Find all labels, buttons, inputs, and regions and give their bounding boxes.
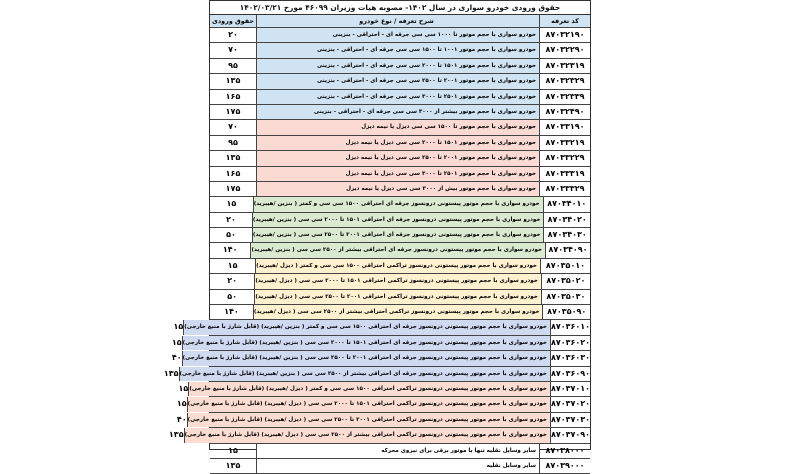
description-cell: خودرو سواری با حجم موتور پیستونی درونسوز تراکمی احتراقی ۱۵۰۰ سی سی و کمتر ( دیزل /هیبرید) (قابل شارژ با منبع خارجی)	[188, 382, 550, 396]
tariff-code-cell: ۸۷۰۳۲۱۹۰	[539, 28, 590, 42]
description-cell: خودرو سواری با حجم موتور ۲۵۰۱ تا ۳۰۰۰ سی سی جرقه ای - احتراقی - بنزینی	[256, 90, 539, 104]
description-cell: خودرو سواری با حجم موتور پیستونی درونسوز تراکمی احتراقی ۱۵۰۰ سی سی و کمتر ( دیزل /هیبرید)	[255, 259, 540, 273]
tariff-code-cell: ۸۷۰۳۲۴۹۰	[539, 105, 590, 119]
table-row	[210, 305, 590, 320]
tariff-code-cell: ۸۷۰۳۵۰۳۰	[541, 290, 590, 304]
duty-cell: ۱۳۵	[225, 460, 241, 470]
table-row	[210, 74, 590, 89]
description-cell: سایر وسایل نقلیه	[256, 459, 539, 473]
table-row	[210, 444, 590, 459]
duty-cell: ۲۰	[227, 276, 238, 286]
tariff-code-cell: ۸۷۰۳۳۲۱۹	[539, 136, 590, 150]
description-cell: خودرو سواری با حجم موتور بیشتر از ۳۰۰۰ سی سی جرقه ای - احتراقی - بنزینی	[256, 105, 539, 119]
duty-cell: ۹۵	[228, 60, 238, 70]
description-cell: خودرو سواری با حجم موتور ۲۰۰۱ تا ۲۵۰۰ سی سی دیزل یا نیمه دیزل	[256, 151, 539, 165]
tariff-code-cell: ۸۷۰۳۹۰۰۰	[539, 459, 590, 473]
table-body	[163, 28, 590, 474]
duty-cell: ۱۷۵	[225, 183, 241, 193]
tariff-code-cell: ۸۷۰۳۳۳۲۹	[539, 182, 590, 196]
tariff-code-cell: ۸۷۰۳۲۳۳۹	[539, 90, 590, 104]
description-cell: خودرو سواری با حجم موتور پیستونی درونسوز تراکمی احتراقی ۱۵۰۱ تا ۲۰۰۰ سی سی ( دیزل /هیبرید)	[254, 274, 540, 288]
tariff-code-cell: ۸۷۰۳۲۳۲۹	[539, 74, 590, 88]
table-row	[210, 290, 590, 305]
table-row	[176, 413, 590, 428]
description-cell: سایر وسایل نقلیه تنها با موتور برقی برای نیروی محرکه	[256, 444, 539, 458]
duty-cell: ۱۴۰	[224, 307, 239, 317]
description-cell: خودرو سواری با حجم موتور ۱۵۰۱ تا ۲۰۰۰ سی سی دیزل یا نیمه دیزل	[256, 136, 539, 150]
description-cell: خودرو سواری با حجم موتور ۲۵۰۱ تا ۳۰۰۰ سی سی دیزل یا نیمه دیزل	[256, 167, 539, 181]
duty-cell: ۵۰	[226, 230, 236, 240]
duty-cell: ۱۳۵	[163, 368, 179, 378]
duty-cell: ۹۵	[228, 137, 238, 147]
tariff-code-cell: ۸۷۰۳۵۰۹۰	[542, 305, 590, 319]
description-cell: خودرو سواری با حجم موتور پیستونی درونسوز تراکمی احتراقی ۲۰۰۱ تا ۲۵۰۰ سی سی ( دیزل /هیبرید) (قابل شارژ با منبع خارجی)	[187, 413, 550, 427]
tariff-code-cell: ۸۷۰۳۶۰۱۰	[550, 320, 590, 334]
header-row	[210, 15, 590, 28]
table-row	[210, 274, 590, 289]
table-row	[210, 28, 590, 43]
table-row	[210, 243, 590, 258]
tariff-code-cell: ۸۷۰۳۶۰۳۰	[550, 351, 590, 365]
duty-cell: ۷۰	[228, 122, 238, 132]
tariff-code-cell: ۸۷۰۳۵۰۱۰	[540, 259, 590, 273]
tariff-code-cell: ۸۷۰۳۶۰۹۰	[550, 367, 590, 381]
duty-cell: ۱۵	[227, 260, 238, 270]
tariff-code-cell: ۸۷۰۳۲۳۱۹	[539, 59, 590, 73]
tariff-code-cell: ۸۷۰۳۸۰۰۰	[539, 444, 590, 458]
table-row	[173, 320, 590, 335]
duty-cell: ۴۰	[171, 353, 182, 363]
duty-cell: ۵۰	[227, 291, 238, 301]
description-cell: خودرو سواری با حجم موتور پیستونی درونسوز جرقه ای احتراقی ۱۵۰۰ سی سی و کمتر ( بنزین /هیبرید)	[253, 197, 543, 211]
tariff-code-cell: ۸۷۰۳۷۰۹۰	[550, 428, 590, 442]
description-cell: خودرو سواری با حجم موتور پیستونی درونسوز تراکمی احتراقی بیشتر از ۲۵۰۰ سی سی ( دیزل /هیبرید)	[253, 305, 543, 319]
duty-cell: ۱۶۵	[225, 91, 241, 101]
description-cell: خودرو سواری با حجم موتور پیستونی درونسوز جرقه ای احتراقی بیشتر از ۲۵۰۰ سی سی ( بنزین /هیبرید) (قابل شارژ با منبع خارجی)	[179, 367, 550, 381]
table-row	[210, 151, 590, 166]
table-row	[210, 59, 590, 74]
description-cell: خودرو سواری با حجم موتور بیش از ۳۰۰۰ سی سی دیزل یا نیمه دیزل	[256, 182, 539, 196]
description-cell: خودرو سواری با حجم موتور پیستونی درونسوز تراکمی احتراقی ۲۰۰۱ تا ۲۵۰۰ سی سی ( دیزل /هیبرید)	[254, 290, 540, 304]
tariff-code-cell: ۸۷۰۳۷۰۱۰	[550, 382, 590, 396]
table-row	[171, 351, 590, 366]
tariff-code-cell: ۸۷۰۳۳۳۱۹	[539, 167, 590, 181]
description-cell: خودرو سواری با حجم موتور پیستونی درونسوز جرقه ای احتراقی ۱۵۰۱ تا ۲۰۰۰ سی سی ( بنزین /هیبرید)	[252, 213, 544, 227]
description-cell: خودرو سواری با حجم موتور ۲۰۰۱ تا ۲۵۰۰ سی سی جرقه ای - احتراقی - بنزینی	[256, 74, 539, 88]
table-row	[176, 397, 590, 412]
duty-cell: ۱۵	[171, 337, 182, 347]
duty-cell: ۱۳۵	[168, 430, 184, 440]
description-cell: خودرو سواری با حجم موتور پیستونی درونسوز جرقه ای احتراقی ۱۵۰۱ تا ۲۰۰۰ سی سی ( بنزین /هیبرید) (قابل شارژ با منبع خارجی)	[182, 336, 550, 350]
table-row	[210, 43, 590, 58]
table-row	[163, 367, 590, 382]
tariff-code-cell: ۸۷۰۳۲۲۹۰	[539, 43, 590, 57]
header-duty: حقوق ورودی	[212, 17, 254, 25]
table-row	[210, 90, 590, 105]
duty-cell: ۱۷۵	[225, 106, 241, 116]
table-row	[171, 336, 590, 351]
duty-cell: ۱۵	[178, 383, 189, 393]
duty-cell: ۱۵	[228, 445, 238, 455]
description-cell: خودرو سواری با حجم موتور پیستونی درونسوز جرقه ای احتراقی ۱۵۰۰ سی سی و کمتر ( بنزین /هیبرید) (قابل شارژ با منبع خارجی)	[183, 320, 550, 334]
duty-cell: ۴۰	[176, 414, 187, 424]
table-row	[178, 382, 590, 397]
duty-cell: ۱۳۵	[225, 76, 241, 86]
table-row	[210, 105, 590, 120]
description-cell: خودرو سواری با حجم موتور پیستونی درونسوز جرقه ای احتراقی بیشتر از ۲۵۰۰ سی سی ( بنزین /هیبرید)	[250, 243, 545, 257]
description-cell: خودرو سواری با حجم موتور ۱۵۰۱ تا ۲۰۰۰ سی سی جرقه ای - احتراقی - بنزینی	[256, 59, 539, 73]
duty-cell: ۲۰	[226, 214, 236, 224]
tariff-table	[163, 0, 591, 470]
tariff-code-cell: ۸۷۰۳۴۰۱۰	[543, 197, 590, 211]
table-row	[210, 459, 590, 474]
duty-cell: ۱۴۰	[222, 245, 238, 255]
tariff-code-cell: ۸۷۰۳۶۰۲۰	[550, 336, 590, 350]
tariff-code-cell: ۸۷۰۳۳۱۹۰	[539, 120, 590, 134]
table-row	[210, 182, 590, 197]
description-cell: خودرو سواری با حجم موتور پیستونی درونسوز تراکمی احتراقی بیشتر از ۲۵۰۰ سی سی ( دیزل /هیبرید) (قابل شارژ با منبع خارجی)	[184, 428, 550, 442]
duty-cell: ۷۰	[228, 45, 238, 55]
duty-cell: ۱۵	[176, 399, 187, 409]
description-cell: خودرو سواری با حجم موتور تا ۱۵۰۰ سی سی دیزل یا نیمه دیزل	[256, 120, 539, 134]
table-row	[168, 428, 590, 443]
description-cell: خودرو سواری با حجم موتور ۱۰۰۱ تا ۱۵۰۰ سی سی جرقه ای - احتراقی - بنزینی	[256, 43, 539, 57]
tariff-code-cell: ۸۷۰۳۵۰۲۰	[541, 274, 590, 288]
table-row	[210, 120, 590, 135]
table-row	[210, 167, 590, 182]
table-row	[210, 213, 590, 228]
tariff-code-cell: ۸۷۰۳۴۰۳۰	[543, 228, 590, 242]
tariff-code-cell: ۸۷۰۳۷۰۲۰	[550, 397, 590, 411]
table-row	[210, 197, 590, 212]
table-title: حقوق ورودی خودرو سواری در سال ۱۴۰۲- مصوبه هیات وزیران ۴۶۰۹۹ مورخ ۱۴۰۲/۰۳/۲۱	[210, 1, 590, 15]
header-code: کد تعرفه	[539, 15, 590, 27]
description-cell: خودرو سواری با حجم موتور پیستونی درونسوز جرقه ای احتراقی ۲۰۰۱ تا ۲۵۰۰ سی سی ( بنزین /هیبرید) (قابل شارژ با منبع خارجی)	[182, 351, 550, 365]
duty-cell: ۱۵	[226, 199, 237, 209]
tariff-code-cell: ۸۷۰۳۴۰۲۰	[543, 213, 590, 227]
table-row	[210, 259, 590, 274]
table-row	[210, 136, 590, 151]
duty-cell: ۱۳۵	[225, 153, 241, 163]
tariff-code-cell: ۸۷۰۳۴۰۹۰	[545, 243, 590, 257]
duty-cell: ۱۵	[173, 322, 184, 332]
tariff-code-cell: ۸۷۰۳۷۰۳۰	[550, 413, 590, 427]
table-row	[210, 228, 590, 243]
duty-cell: ۱۶۵	[225, 168, 241, 178]
description-cell: خودرو سواری با حجم موتور پیستونی درونسوز تراکمی احتراقی ۱۵۰۱ تا ۲۰۰۰ سی سی ( دیزل /هیبرید) (قابل شارژ با منبع خارجی)	[187, 397, 550, 411]
description-cell: خودرو سواری با حجم موتور پیستونی درونسوز جرقه ای احتراقی ۲۰۰۱ تا ۲۵۰۰ سی سی ( بنزین /هیبرید)	[252, 228, 544, 242]
tariff-code-cell: ۸۷۰۳۳۲۲۹	[539, 151, 590, 165]
duty-cell: ۲۰	[228, 30, 238, 39]
header-description: شرح تعرفه / نوع خودرو	[256, 15, 539, 27]
description-cell: خودرو سواری با حجم موتور تا ۱۰۰۰ سی سی جرقه ای - احتراقی - بنزینی	[256, 28, 539, 42]
